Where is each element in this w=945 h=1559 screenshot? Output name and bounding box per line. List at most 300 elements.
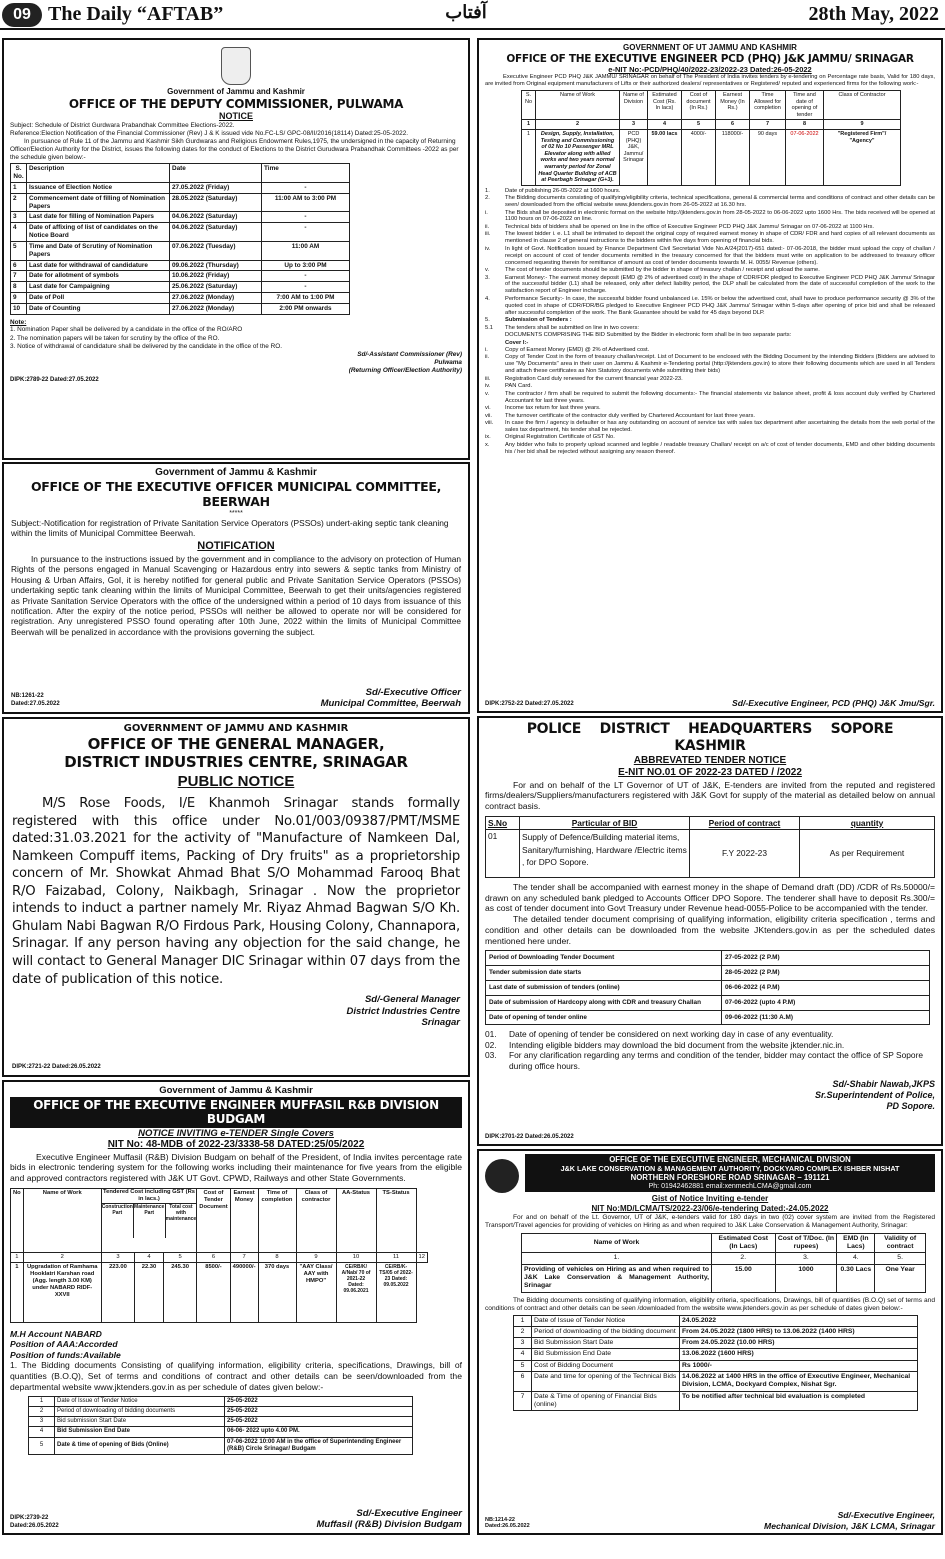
cell: 13.06.2022 (1600 HRS) [680,1349,918,1360]
cell: 4 [514,1349,532,1360]
office-heading: OFFICE OF THE EXECUTIVE ENGINEER PCD (PHQ) J&K JAMMU/ SRINAGAR [506,52,914,65]
condition-item [485,383,935,390]
condition-text: Earnest Money:- The earnest money deposit (EMD @ 2% of advertised cost) in the shape of CDR/FDR pledged to Executive Engineer PCD PHQ J&K Jammu/ Srinagar of the successful bidder (L1) shall be released, only after defect liability period, the DLP shall be calculated from the date of successful completion of the work to the satisfaction report of Engineer incharge. [505,274,935,295]
table-row [514,1372,918,1392]
condition-item [485,325,935,332]
nit-number: NIT No: 48-MDB of 2022-23/3338-58 DATED:25/05/2022 [107,1139,365,1151]
signature: Sr.Superintendent of Police, [814,1090,935,1101]
table-row [514,1338,918,1349]
note-item: 2. The nomination papers will be taken for scrutiny by the office of the RO. [10,334,220,342]
table-row [11,241,350,260]
cell: 28.05.2022 (Saturday) [170,193,262,212]
col-header: Earnest Money (In Rs.) [716,90,750,119]
condition-number: x. [485,441,490,448]
table-row [11,303,350,314]
cell: 3 [29,1417,55,1427]
cell: Date of affixing of list of candidates on the Notice Board [27,223,170,242]
newspaper-title: The Daily “AFTAB” [48,3,224,25]
dated: Dated:26.05.2022 [485,1523,530,1530]
table-row [29,1417,413,1427]
dates-table [28,1396,413,1456]
dates-table [485,950,930,1025]
cell: 07-06-2022 [786,129,824,185]
cell: Date and time for opening of the Technical Bids [532,1372,680,1392]
signature: Sd/-Executive Engineer [356,1507,462,1519]
cell: 1000 [775,1264,837,1292]
cell: 09-06-2022 (11:30 A.M) [722,1010,930,1025]
col-header: Time of completion [258,1188,296,1252]
condition-text: The lowest bidder i. e. L1 shall be intimated to deposit the original copy of required earnest money in shape of CDR/ FDR and hard copies of all relevant documents as mentioned in clause 2 of general instructions to the bidders within five days from opening of financial bids. [505,231,935,245]
condition-text: DOCUMENTS COMPRISING THE BID Submitted by the Bidder in electronic form shall be in two separate parts: [505,332,792,339]
condition-number [485,332,505,339]
cell: 27.05.2022 (Friday) [170,183,262,194]
cell: 1 [11,1252,24,1262]
cell: Tender submission date starts [486,966,722,981]
cell: 27.06.2022 (Monday) [170,303,262,314]
table-row [11,260,350,271]
cell: 07-06-2022 10:00 AM in the office of Superintending Engineer (R&B) Circle Srinagar/ Budgam [225,1437,413,1455]
signature: Sd/-Shabir Nawab,JKPS [832,1079,935,1090]
body-text: For and on behalf of the Lt. Governor, UT of J&K, e-tenders valid for 180 days in two (02) cover system are invited from the Registered Transport/Travel agencies for providing of vehicles on Hiring as and when required to J&K Lake Conservation & Management Authority, Srinagar: [485,1213,935,1229]
body-text: 1. The Bidding documents Consisting of qualifying information, eligibility criteria, specifications, Drawings, bill of quantities (B.O.Q), Set of terms and conditions of contract and other details can be seen/downloaded from the departmental website www.jktenders.gov.in as per schedule of dates given below:- [10,1360,462,1392]
cell: 24.05.2022 [680,1315,918,1326]
note-number: 03. [485,1050,497,1061]
signature: Sd/-Executive Officer [365,686,461,698]
nit-number: NIT No:MD/LCMA/TS/2022-23/06/e-tendering Dated:-24.05.2022 [591,1204,829,1214]
condition-text: The Bids shall be deposited in electronic format on the website http://jktenders.gov.in from 28-05-2022 to 06-06-2022 upto 1600 Hrs. The bids received will be opened at 1100 hours on 07-06-2022 on line. [505,209,935,223]
works-table [521,90,901,186]
cell: Date of Counting [27,303,170,314]
document-text: The Bidding documents consisting of qualifying information, eligibility criteria, specifications, Drawings, bill of quantities (B.O.Q) set of terms and conditions of contract and other details can be seen /downloaded from the website www.jktenders.gov.in as per schedule of dates given below:- [485,1296,935,1312]
cell: 1 [514,1315,532,1326]
notice-title: ABBREVATED TENDER NOTICE [633,755,787,767]
signature: Sd/-Executive Engineer, [837,1510,935,1521]
table-row [486,1010,930,1025]
account-head: M.H Account NABARD [10,1328,102,1339]
note-text: Date of opening of tender be considered on next working day in case of any eventuality. [509,1029,834,1040]
col-header: Name of Division [620,90,648,119]
col-header: Estimated Cost (Rs. In lacs) [648,90,682,119]
cell: 14.06.2022 at 1400 HRS in the office of Executive Engineer, Mechanical Division, LCMA, Dockyard Complex, Nishat Sgr. [680,1372,918,1392]
cell: 07.06.2022 (Tuesday) [170,241,262,260]
col-header: Cost of Tender Document [197,1188,230,1252]
condition-text: Any bidder who fails to properly upload scanned and legible / readable treasury Challan/ receipt on a/c of cost of tender documents, EMD and other bidding documents his / her bid shall be rejected without assigning any reason thereof. [505,441,935,455]
note-item: 3. Notice of withdrawal of candidature shall be delivered by the candidate in the office of the RO. [10,343,283,351]
cell: Date of submission of Hardcopy along with CDR and treasury Challan [486,995,722,1010]
document-text: The detailed tender document comprising of qualifying information, eligibility criteria specification , terms and condition and other details can be downloaded from the website JKtenders.gov.in as per the scheduled dates mentioned here under. [485,914,935,946]
cell: Date of Issue of Tender Notice [55,1396,225,1406]
gist-title: Gist of Notice Inviting e-tender [651,1194,769,1204]
cell: Period of downloading of the bidding document [532,1326,680,1337]
cell: 1. [522,1253,712,1264]
body-text: For and on behalf of the LT Governor of UT of J&K, E-tenders are invited from the reputed and registered firms/dealers/Suppliers/manufacturers registered with J&K Govt for supply of the material as detailed below on annual contract basis. [485,779,935,811]
cell: 11:00 AM [262,241,350,260]
cell: Period of downloading of bidding documents [55,1406,225,1416]
col-header: No [11,1188,24,1252]
condition-number: 4. [485,295,490,302]
contact: Ph: 01942462881 email:xenmechLCMA@gmail.com [648,1182,812,1190]
condition-number: iv. [485,383,491,390]
notification-title: NOTIFICATION [197,539,275,552]
cell: 25.06.2022 (Saturday) [170,282,262,293]
condition-text: PAN Card. [505,383,533,390]
cell: Up to 3:00 PM [262,260,350,271]
table-row [486,829,935,877]
nb-number: NB:1214-22 [485,1516,515,1523]
signature: Mechanical Division, J&K LCMA, Srinagar [764,1520,935,1531]
cell: 28-05-2022 (2 P.M) [722,966,930,981]
cell: To be notified after technical bid evaluation is completed [680,1391,918,1411]
cell: 245.30 [163,1262,196,1322]
condition-text: The turnover certificate of the contractor duly verified by Chartered Accountant for last three years. [505,412,755,419]
condition-item [485,224,935,231]
cell: Bid submission Start Date [55,1417,225,1427]
signature: Sd/-General Manager [364,994,460,1006]
cell: 10 [11,303,27,314]
cell: 6 [716,120,750,130]
dates-table [513,1315,918,1412]
cell: 2:00 PM onwards [262,303,350,314]
cell: 22.30 [135,1262,164,1322]
cell: Design, Supply, Installation, Testing and Commissioning of 02 No 10 Passenger MRL Elevator along with allied works and two years normal warranty period for Zonal Head Quarter Building of ACB at Peerbagh Srinagar (G+3). [536,129,620,185]
cell: 7 [11,271,27,282]
lcma-tender [477,1149,943,1535]
condition-number: iii. [485,231,491,238]
cell: 0.30 Lacs [837,1264,875,1292]
bid-table [485,816,935,878]
dic-public-notice [2,717,470,1077]
cell: 1 [11,183,27,194]
condition-text: Copy of Tender Cost in the form of treasury challan/receipt. List of Document to be enclosed with the Bidding Document by the intending Bidders (Bidders are advised to use "My Documents" area in their user on Jammu & Kashmir e-Tendering portal (http://jktenders.gov.in) to store their following documents which are used in all Tenders and attach these certificates as Non Statutory documents while submitting their bids) [505,354,935,375]
authority-heading: J&K LAKE CONSERVATION & MANAGEMENT AUTHORITY, DOCKYARD COMPLEX ISHBER NISHAT [560,1163,900,1173]
cell: 7 [750,120,786,130]
cell: 370 days [258,1262,296,1322]
table-row [486,981,930,996]
address: NORTHERN FORESHORE ROAD SRINAGAR – 191121 [630,1173,830,1183]
condition-item [485,317,935,324]
condition-number: vi. [485,405,491,412]
cell: Bid Submission End Date [532,1349,680,1360]
table-row [11,292,350,303]
dipk-number: DIPK:2739-22 [10,1515,49,1522]
nb-number: NB:1261-22 [11,693,44,700]
table-row [522,1264,926,1292]
cell: From 24.05.2022 (1800 HRS) to 13.06.2022 (1400 HRS) [680,1326,918,1337]
cell: 11 [376,1252,416,1262]
col-header: S. No. [11,164,27,183]
col-header: Time Allowed for completion [750,90,786,119]
note-item: 1. Nomination Paper shall be delivered by a candidate in the office of the RO/ARO [10,326,243,334]
cell: Time and Date of Scrutiny of Nomination Papers [27,241,170,260]
cell: Last date for withdrawal of candidature [27,260,170,271]
cell: 7 [230,1252,258,1262]
note-item [485,1050,935,1071]
condition-number: iii. [485,375,491,382]
cell: 2 [29,1406,55,1416]
cell: Supply of Defence/Building material items, Sanitary/furnishing, Hardware /Electric items , for DPO Sopore. [520,829,690,877]
condition-item [485,405,935,412]
table-row [11,183,350,194]
col-header: Class of Contractor [824,90,901,119]
masthead [0,0,945,30]
table-row [514,1326,918,1337]
cell: 2 [11,193,27,212]
col-header: Name of Work [23,1188,101,1252]
condition-number: 1. [485,187,490,194]
signature: Sd/-Assistant Commissioner (Rev) [357,351,462,359]
table-row [486,995,930,1010]
cell: Date for allotment of symbols [27,271,170,282]
cell: Commencement date of filling of Nomination Papers [27,193,170,212]
cell: 8 [11,282,27,293]
office-heading: OFFICE OF THE EXECUTIVE OFFICER MUNICIPAL COMMITTEE, BEERWAH [30,479,442,510]
condition-item [485,340,935,347]
col-header: Time [262,164,350,183]
condition-item [485,188,935,195]
cell: Last date of submission of tenders (online) [486,981,722,996]
notice-title: NOTICE [218,111,253,122]
condition-item [485,210,935,224]
cell: 2 [514,1326,532,1337]
cell: 3. [775,1253,837,1264]
cell: 7:00 AM to 1:00 PM [262,292,350,303]
table-row [29,1406,413,1416]
col-header: Cost of document (In Rs.) [682,90,716,119]
cell: 11:00 AM to 3:00 PM [262,193,350,212]
condition-item [485,434,935,441]
cell: 7 [514,1391,532,1411]
note-number: 02. [485,1039,497,1050]
condition-number: v. [485,390,490,397]
cell: Date of opening of tender online [486,1010,722,1025]
condition-item [485,420,935,434]
cell: 6 [514,1372,532,1392]
pulwama-notice [2,38,470,460]
condition-item [485,413,935,420]
cell: Date & Time of opening of Financial Bids (online) [532,1391,680,1411]
office-heading: DISTRICT INDUSTRIES CENTRE, SRINAGAR [64,753,408,772]
table-row [486,966,930,981]
cell: 2 [23,1252,101,1262]
cell: 9 [11,292,27,303]
cell: 06-06-2022 (4 P.M) [722,981,930,996]
condition-item [485,332,935,339]
cell: Rs 1000/- [680,1360,918,1371]
gov-heading: GOVERNMENT OF UT JAMMU AND KASHMIR [623,43,797,52]
condition-text: The cost of tender documents should be submitted by the bidder in shape of treasury challan / receipt and upload the same. [505,267,820,274]
condition-number: i. [485,209,488,216]
cell: 01 [486,829,520,877]
table-row [11,1262,428,1322]
cell: As per Requirement [800,829,935,877]
number-row [522,120,901,130]
cell: 1 [522,129,536,185]
funds-position: Position of funds:Available [10,1349,121,1360]
note-text: Intending eligible bidders may download the bid document from the website jktender.nic.in. [509,1039,845,1050]
note-number: 01. [485,1029,497,1040]
cell: 5 [11,241,27,260]
cell: 490000/- [230,1262,258,1322]
cell: 5 [163,1252,196,1262]
note-label: Note: [10,318,27,326]
table-row [11,282,350,293]
condition-number: iv. [485,245,491,252]
col-header: AA-Status [336,1188,376,1252]
cell: 4 [11,223,27,242]
sub-header: Total cost with maintenance [165,1203,197,1223]
table-row [522,129,901,185]
note-item [485,1040,935,1051]
cell: Date of Issue of Tender Notice [532,1315,680,1326]
cell: 8 [258,1252,296,1262]
condition-text: In light of Govt. Notification issued by Finance Department Civil Secretariat Vide No.A/24(2017)-651 dated:- 07-06-2018, the bidder must upload the copy of challan / receipt on account of cost of tender documents remitted in the treasury concerned for that the bidders must write on application to be addressed to treasury officer concerned requesting therein for remittance of amount as cost of tender documents towards M. H. 0055/ Revenue (others). [505,245,935,266]
cell: 3 [101,1252,134,1262]
dipk-number: DIPK:2789-22 Dated:27.05.2022 [10,376,99,383]
sub-header: Maintenance Part [134,1204,166,1238]
body-text: M/S Rose Foods, I/E Khanmoh Srinagar stands formally registered with this office under No.01/003/09387/PMT/MSME dated:31.03.2021 for the activity of "Manufacture of Namkeen Dal, Namkeen Compuff items, Packing of Dry fruits" as a proprietorship concern of Mr. Showkat Ahmad Bhat S/O Mohammad Farooq Bhat R/O Faizabad, Colony, Naikbagh, Srinagar . Now the proprietor intends to induct a partner namely Mr. Riyaz Ahmad Bagwan S/O Kh. Ghulam Nabi Bagwan R/O Firdous Park, Housing Colony, Channapora, Srinagar. If any person having any objection for the said change, he will contact to General Manager DIC Srinagar within 07 days from the date of publication of this notice. [12,796,460,987]
col-header: Period of contract [690,816,800,829]
cell: 06-06- 2022 upto 4.00 PM. [225,1427,413,1437]
cell: 15.00 [712,1264,776,1292]
condition-text: In case the firm / agency is defaulter or has any outstanding on account of service tax with sales tax department after ascertaining the details from the web portal of the sales tax department, his tender shall be rejected. [505,420,935,433]
condition-number: ix. [485,434,491,441]
newspaper-logo: آفتاب [445,2,487,23]
cell: 1 [11,1262,24,1322]
condition-number: ii. [485,223,490,230]
signature: Muffasil (R&B) Division Budgam [316,1519,462,1531]
cell: - [262,271,350,282]
cell: 5 [514,1360,532,1371]
cell: From 24.05.2022 (10.00 HRS) [680,1338,918,1349]
condition-number: 2. [485,195,490,202]
dipk-number: DIPK:2701-22 Dated:26.05.2022 [485,1133,574,1140]
body-text: Executive Engineer Muffasil (R&B) Division Budgam on behalf of the President, of India invites percentage rate bids in electronic tendering system for the following works including their maintenance for five years from the eligible and approved contractors registered with J&K UT Govt. CPWD, Railways and other State Governments. [10,1151,462,1184]
condition-item [485,296,935,317]
cell: 07-06-2022 (upto 4 P.M) [722,995,930,1010]
cell: Period of Downloading Tender Document [486,951,722,966]
cell: Date & time of opening of Bids (Online) [55,1437,225,1455]
col-header: Cost of T/Doc. (In rupees) [775,1233,837,1253]
signature: Municipal Committee, Beerwah [320,698,461,710]
table-row [11,212,350,223]
state-emblem-icon [221,47,251,85]
cell: 118000/- [716,129,750,185]
condition-item [485,376,935,383]
condition-text: Copy of Earnest Money (EMD) @ 2% of Advertised cost. [505,347,650,353]
cell: 10.06.2022 (Friday) [170,271,262,282]
cell: 90 days [750,129,786,185]
cell: Bid Submission End Date [55,1427,225,1437]
col-header: Particular of BID [520,816,690,829]
cell: 4 [648,120,682,130]
table-row [514,1391,918,1411]
col-header: Class of contractor [296,1188,336,1252]
condition-number: v. [485,267,490,274]
aaa-position: Position of AAA:Accorded [10,1339,118,1350]
cell: 5 [682,120,716,130]
col-header: Name of Work [536,90,620,119]
cell: 4. [837,1253,875,1264]
office-heading: OFFICE OF THE EXECUTIVE ENGINEER, MECHANICAL DIVISION [609,1155,851,1164]
cell: 10 [336,1252,376,1262]
cell: 1 [29,1396,55,1406]
cell: 25-05-2022 [225,1406,413,1416]
condition-item [485,354,935,375]
table-row [486,951,930,966]
col-header: S. No [522,90,536,119]
body-text: In pursuance to the instructions issued by the government and in compliance to the advisory on protection of Human Rights of the persons engaged in Manual Scavenging or Hazardous entry into sewers & septic tanks from Ministry of Housing & Urban Affairs, GoI, it is hereby notified for general public and Private Sanitation Service Operators (PSSOs) undertaking septic tank cleaning within the limits of Municipal Committee, Beerwah to get their units/agencies registered as Private Sanitation Service Operators with the office of the undersigned within a period of 10 days from issuance of this notification. After the expiry of the notice period, PSSOs will neither be allowed to operate nor will be considered for registration. Any unregistered PSSO found operating after 10th June, 2022 within the limits of Municipal Committee Beerwah will be penalized in accordance with the provisions governing the subject. [11,554,461,637]
condition-number: 3. [485,274,490,281]
condition-item [485,391,935,405]
cell: 27-05-2022 (2 P.M) [722,951,930,966]
body-text: In pursuance of Rule 11 of the Jammu and Kashmir Sikh Gurdwaras and Religious Endowment Rules,1975, the undersigned in the capacity of Returning Officer/Election Authority for the District, issues the following dates for the conduct of Elections to the District Gurudwara Prabandhak Committees -2022 as per the schedule given below:- [10,137,459,161]
office-heading: OFFICE OF THE GENERAL MANAGER, [87,735,385,754]
subject: Subject:-Notification for registration of Private Sanitation Service Operators (PSSOs) undert-aking septic tank cleaning within the limits of Municipal Committee Beerwah. [11,518,449,539]
cell: 2. [712,1253,776,1264]
cell: 12 [416,1252,427,1262]
cell: 8 [786,120,824,130]
condition-text: Registration Card duly renewed for the current financial year 2022-23. [505,375,683,382]
col-header: TS-Status [376,1188,416,1252]
cell: Date of Poll [27,292,170,303]
condition-text: Date of publishing 26-05-2022 at 1600 hours. [505,187,621,194]
table-row [29,1437,413,1455]
cell: 3 [620,120,648,130]
body-text: Executive Engineer PCD PHQ J&K JAMMU/ SRINAGAR on behalf of The President of India invites tenders by e-tendering on Percentage rate basis, Valid for 180 days, are invited from Original equipment manufacturers of Lifts or their authorized dealers/ representatives or Registered/ reputed and experienced firms for the following work:- [485,74,935,88]
number-row [522,1253,926,1264]
beerwah-notice [2,462,470,714]
enit-number: E-NIT NO.01 OF 2022-23 DATED / /2022 [618,767,802,779]
signature: Sd/-Executive Engineer, PCD (PHQ) J&K Jmu/Sgr. [732,697,935,708]
sopore-tender [477,716,943,1146]
cell: 4 [135,1252,164,1262]
signature: Srinagar [421,1017,460,1029]
subject: Subject: Schedule of District Gurdwara Prabandhak Committee Elections-2022. [10,122,235,130]
condition-text: Original Registration Certificate of GST No. [505,434,615,441]
issue-date: 28th May, 2022 [808,3,939,25]
condition-item [485,195,935,209]
lcma-logo-icon [485,1159,519,1193]
col-header: Time and date of opening of tender [786,90,824,119]
cell: 6 [197,1252,230,1262]
dipk-number: DIPK:2752-22 Dated:27.05.2022 [485,700,574,707]
condition-number: viii. [485,420,494,427]
cell: Last date for Campaigning [27,282,170,293]
office-heading: OFFICE OF THE DEPUTY COMMISSIONER, PULWAMA [68,96,404,111]
condition-item [485,267,935,274]
cell: 8500/- [197,1262,230,1322]
reference: Reference:Election Notification of the Financial Commissioner (Rev) J & K issued vide No.FC-LS/ GPC-08/II/2016(18114) Dated:25-05-2022. [10,130,409,138]
cell: 09.06.2022 (Thursday) [170,260,262,271]
condition-number [485,340,505,347]
col-header [101,1188,197,1252]
office-heading: POLICE DISTRICT HEADQUARTERS SOPORE KASHMIR [526,721,894,755]
condition-number: vii. [485,412,493,419]
condition-item [485,442,935,456]
table-row [514,1360,918,1371]
cell: - [262,282,350,293]
dipk-number: DIPK:2721-22 Dated:26.05.2022 [12,1063,101,1070]
gov-heading: Government of Jammu and Kashmir [167,87,305,96]
works-table [521,1233,926,1293]
table-row [29,1427,413,1437]
cell: 9 [296,1252,336,1262]
cell: 25-05-2022 [225,1417,413,1427]
condition-number: 5. [485,317,490,324]
cell: 04.06.2022 (Saturday) [170,223,262,242]
cell: Issuance of Election Notice [27,183,170,194]
gov-heading: Government of Jammu & Kashmir [155,467,317,478]
